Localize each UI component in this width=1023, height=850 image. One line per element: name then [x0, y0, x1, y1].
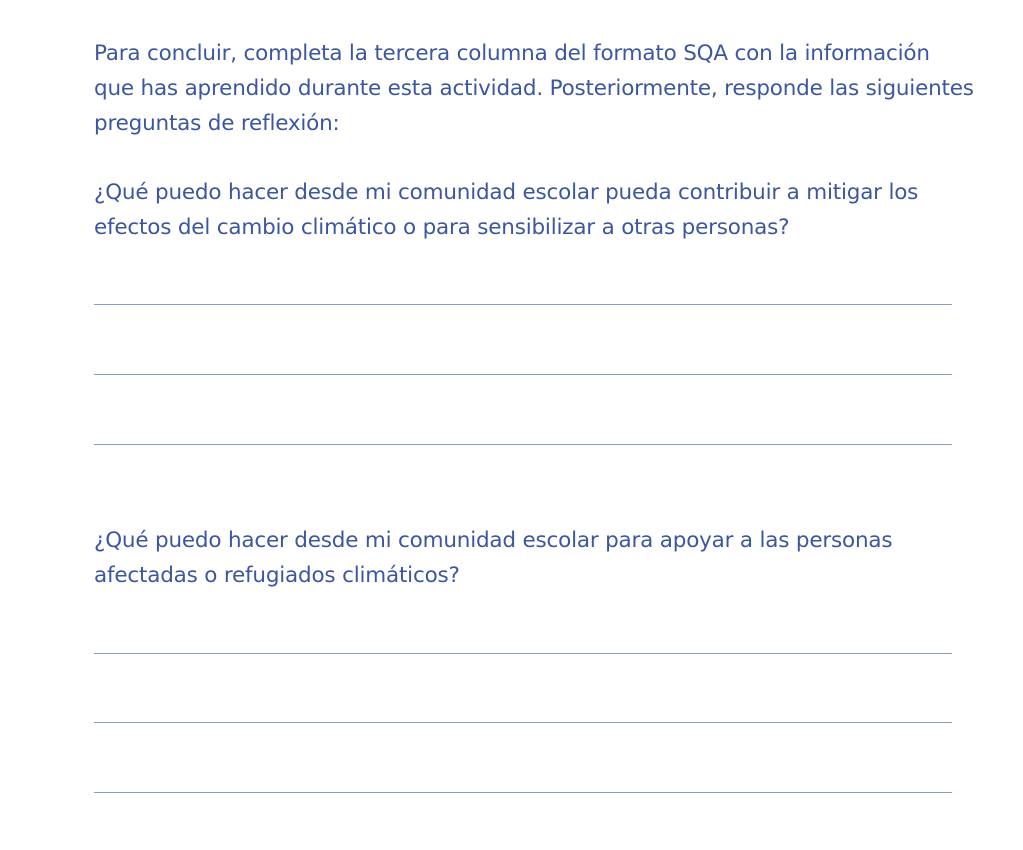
answer-line-2-2[interactable]: [94, 722, 952, 723]
answer-line-1-1[interactable]: [94, 304, 952, 305]
reflection-question-1: ¿Qué puedo hacer desde mi comunidad escolar pueda contribuir a mitigar los efectos del cambio climático o para sensibilizar a otras personas?: [94, 180, 919, 240]
answer-line-2-1[interactable]: [94, 653, 952, 654]
answer-line-1-3[interactable]: [94, 444, 952, 445]
answer-line-1-2[interactable]: [94, 374, 952, 375]
reflection-question-2: ¿Qué puedo hacer desde mi comunidad escolar para apoyar a las personas afectadas o refugiados climáticos?: [94, 528, 893, 588]
instructions-paragraph: Para concluir, completa la tercera columna del formato SQA con la información que has aprendido durante esta actividad. Posteriormente, responde las siguientes preguntas de reflexión:: [94, 41, 974, 136]
worksheet-page: [94, 36, 974, 588]
answer-line-2-3[interactable]: [94, 792, 952, 793]
